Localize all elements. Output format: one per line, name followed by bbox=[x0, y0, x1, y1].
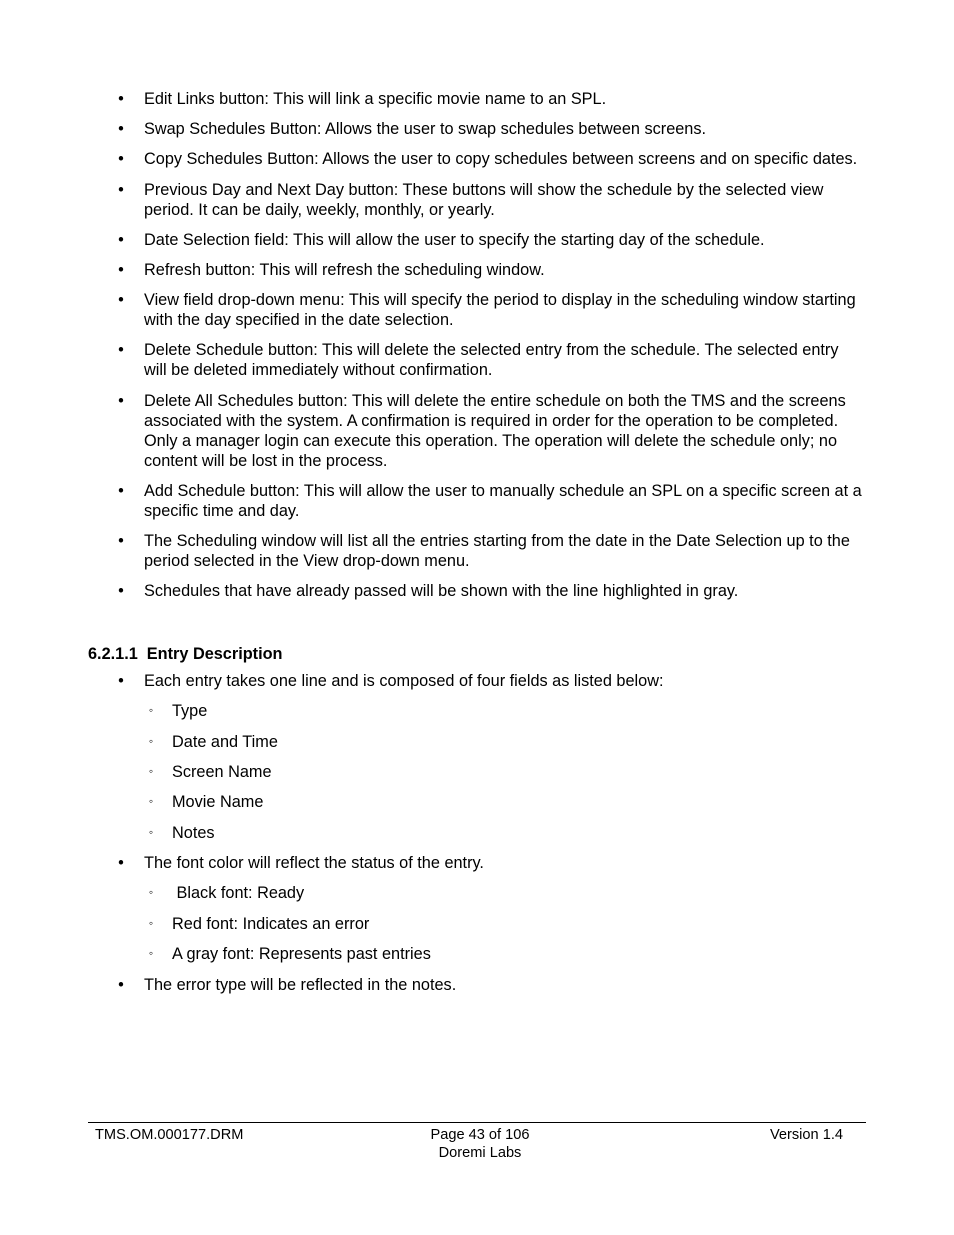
list-item: • Refresh button: This will refresh the scheduling window. bbox=[0, 260, 954, 280]
sub-list-item: ◦ Red font: Indicates an error bbox=[0, 914, 954, 934]
footer-doc-id: TMS.OM.000177.DRM bbox=[95, 1127, 244, 1143]
sub-list-item: ◦ Date and Time bbox=[0, 732, 954, 752]
section-heading bbox=[88, 645, 283, 664]
footer-version: Version 1.4 bbox=[769, 1127, 843, 1143]
bullet-icon: • bbox=[118, 975, 124, 994]
bullet-icon: • bbox=[118, 672, 124, 690]
sub-list-item: ◦ Black font: Ready bbox=[0, 883, 954, 903]
circle-bullet-icon: ◦ bbox=[148, 915, 154, 930]
footer-company: Doremi Labs bbox=[438, 1145, 522, 1161]
circle-bullet-icon: ◦ bbox=[148, 885, 154, 900]
bullet-icon: • bbox=[118, 481, 124, 500]
bullet-icon: • bbox=[118, 150, 124, 169]
bullet-icon: • bbox=[118, 582, 124, 601]
list-item: • Previous Day and Next Day button: These buttons will show the schedule by the selected view period. It can be daily, weekly, monthly, or yearly. bbox=[0, 180, 954, 220]
footer-page-number: Page 43 of 106 bbox=[430, 1127, 530, 1143]
list-item: • The Scheduling window will list all the entries starting from the date in the Date Selection up to the period selected in the View drop-down menu. bbox=[0, 531, 954, 571]
list-item: • Swap Schedules Button: Allows the user to swap schedules between screens. bbox=[0, 119, 954, 139]
bullet-icon: • bbox=[118, 391, 124, 410]
bullet-icon: • bbox=[118, 180, 124, 199]
sub-list-item: ◦ A gray font: Represents past entries bbox=[0, 944, 954, 964]
section-title: Entry Description bbox=[146, 645, 283, 663]
circle-bullet-icon: ◦ bbox=[148, 794, 154, 809]
list-item: • Delete Schedule button: This will delete the selected entry from the schedule. The selected entry will be deleted immediately without confirmation. bbox=[0, 340, 954, 380]
list-item: • Copy Schedules Button: Allows the user to copy schedules between screens and on specific dates. bbox=[0, 149, 954, 169]
list-item: • Each entry takes one line and is composed of four fields as listed below: bbox=[0, 671, 954, 691]
list-item: • Edit Links button: This will link a specific movie name to an SPL. bbox=[0, 89, 954, 109]
bullet-icon: • bbox=[118, 230, 124, 249]
circle-bullet-icon: ◦ bbox=[148, 733, 154, 748]
circle-bullet-icon: ◦ bbox=[148, 703, 154, 718]
bullet-icon: • bbox=[118, 341, 124, 360]
circle-bullet-icon: ◦ bbox=[148, 763, 154, 778]
list-item: • View field drop-down menu: This will specify the period to display in the scheduling window starting with the day specified in the date selection. bbox=[0, 290, 954, 330]
footer-divider bbox=[88, 1122, 866, 1123]
section-number: 6.2.1.1 bbox=[88, 645, 138, 663]
bullet-icon: • bbox=[118, 120, 124, 139]
bullet-list bbox=[0, 89, 954, 611]
sub-list-item: ◦ Notes bbox=[0, 823, 954, 843]
bullet-icon: • bbox=[118, 854, 124, 873]
bullet-icon: • bbox=[118, 90, 124, 108]
list-item: • The font color will reflect the status of the entry. bbox=[0, 853, 954, 873]
list-item: • Schedules that have already passed will be shown with the line highlighted in gray. bbox=[0, 581, 954, 601]
bullet-icon: • bbox=[118, 260, 124, 279]
circle-bullet-icon: ◦ bbox=[148, 946, 154, 961]
list-item: • The error type will be reflected in the notes. bbox=[0, 975, 954, 995]
entry-description-list bbox=[0, 671, 954, 1005]
sub-list-item: ◦ Screen Name bbox=[0, 762, 954, 782]
circle-bullet-icon: ◦ bbox=[148, 824, 154, 839]
bullet-icon: • bbox=[118, 291, 124, 310]
list-item: • Add Schedule button: This will allow the user to manually schedule an SPL on a specific screen at a specific time and day. bbox=[0, 481, 954, 521]
bullet-icon: • bbox=[118, 531, 124, 550]
sub-list-item: ◦ Movie Name bbox=[0, 792, 954, 812]
sub-list-item: ◦ Type bbox=[0, 701, 954, 721]
list-item: • Delete All Schedules button: This will delete the entire schedule on both the TMS and the screens associated with the system. A confirmation is required in order for the operation to be completed. Only a manager login can execute this operation. The operation will delete the schedule only; no content will be lost in the process. bbox=[0, 391, 954, 471]
list-item: • Date Selection field: This will allow the user to specify the starting day of the schedule. bbox=[0, 230, 954, 250]
footer-center bbox=[330, 1126, 630, 1162]
